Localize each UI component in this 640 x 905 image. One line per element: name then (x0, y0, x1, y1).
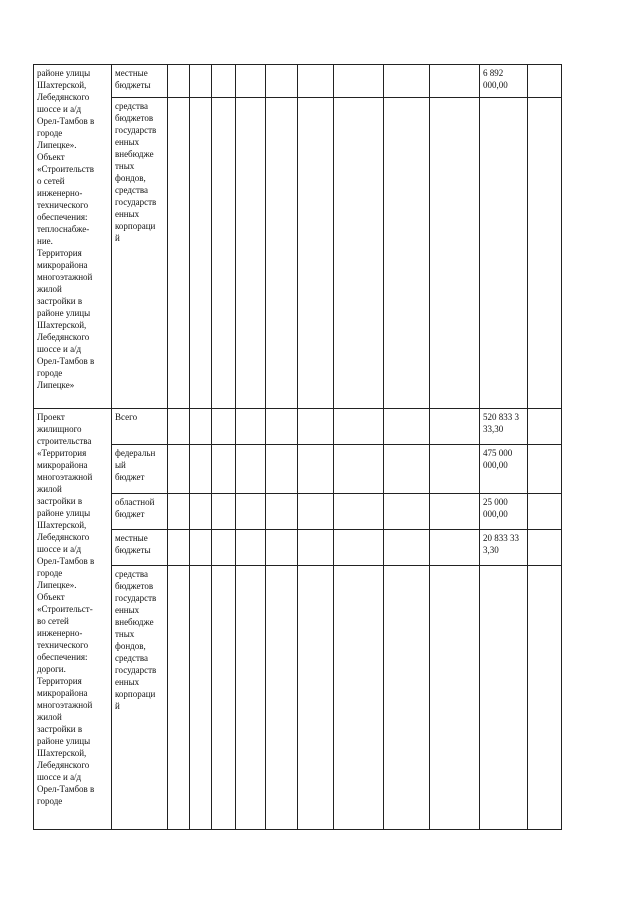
empty-cell (168, 98, 190, 409)
empty-cell (430, 409, 480, 445)
empty-cell (168, 65, 190, 98)
empty-cell (430, 530, 480, 566)
empty-cell (168, 530, 190, 566)
empty-cell (384, 409, 430, 445)
empty-cell (430, 445, 480, 494)
empty-cell (528, 98, 562, 409)
empty-cell (430, 65, 480, 98)
amount-cell: 520 833 3 33,30 (480, 409, 528, 445)
empty-cell (528, 409, 562, 445)
table-row (34, 566, 562, 830)
funding-source-cell: Всего (112, 409, 168, 445)
empty-cell (266, 494, 298, 530)
amount-cell: 25 000 000,00 (480, 494, 528, 530)
empty-cell (528, 445, 562, 494)
empty-cell (528, 566, 562, 830)
empty-cell (334, 98, 384, 409)
empty-cell (212, 65, 236, 98)
empty-cell (266, 530, 298, 566)
amount-cell: 475 000 000,00 (480, 445, 528, 494)
empty-cell (384, 445, 430, 494)
empty-cell (190, 494, 212, 530)
empty-cell (334, 530, 384, 566)
empty-cell (266, 445, 298, 494)
table-row (34, 65, 562, 98)
empty-cell (384, 494, 430, 530)
empty-cell (190, 98, 212, 409)
empty-cell (266, 65, 298, 98)
empty-cell (334, 566, 384, 830)
empty-cell (168, 566, 190, 830)
empty-cell (212, 494, 236, 530)
empty-cell (334, 65, 384, 98)
empty-cell (266, 566, 298, 830)
empty-cell (168, 409, 190, 445)
table-row (34, 494, 562, 530)
empty-cell (190, 445, 212, 494)
table-row (34, 445, 562, 494)
amount-cell (480, 566, 528, 830)
empty-cell (384, 530, 430, 566)
project-description-cell: Проект жилищного строительства «Территория микрорайона многоэтажной жилой застройки в районе улицы Шахтерской, Лебедянского шоссе и а/д Орел-Тамбов в городе Липецке». Объект «Строительст- во сетей инженерно- технического обеспечения: дороги. Территория микрорайона многоэтажной жилой застройки в районе улицы Шахтерской, Лебедянского шоссе и а/д Орел-Тамбов в городе (34, 409, 112, 830)
empty-cell (212, 445, 236, 494)
empty-cell (298, 494, 334, 530)
amount-cell: 20 833 33 3,30 (480, 530, 528, 566)
empty-cell (528, 494, 562, 530)
funding-source-cell: местные бюджеты (112, 65, 168, 98)
funding-source-cell: средства бюджетов государств енных внебюдже тных фондов, средства государств енных корпораци й (112, 98, 168, 409)
empty-cell (298, 65, 334, 98)
funding-source-cell: федеральн ый бюджет (112, 445, 168, 494)
empty-cell (236, 445, 266, 494)
empty-cell (384, 566, 430, 830)
budget-table (33, 64, 562, 830)
empty-cell (212, 566, 236, 830)
empty-cell (168, 445, 190, 494)
funding-source-cell: областной бюджет (112, 494, 168, 530)
empty-cell (334, 494, 384, 530)
empty-cell (236, 494, 266, 530)
empty-cell (298, 409, 334, 445)
table-row (34, 409, 562, 445)
empty-cell (430, 494, 480, 530)
empty-cell (430, 98, 480, 409)
empty-cell (528, 65, 562, 98)
empty-cell (528, 530, 562, 566)
amount-cell: 6 892 000,00 (480, 65, 528, 98)
empty-cell (236, 530, 266, 566)
empty-cell (190, 566, 212, 830)
table-row (34, 98, 562, 409)
empty-cell (298, 566, 334, 830)
amount-cell (480, 98, 528, 409)
empty-cell (236, 409, 266, 445)
empty-cell (168, 494, 190, 530)
empty-cell (298, 445, 334, 494)
empty-cell (266, 409, 298, 445)
empty-cell (212, 409, 236, 445)
table-row (34, 530, 562, 566)
empty-cell (236, 65, 266, 98)
empty-cell (212, 530, 236, 566)
empty-cell (384, 65, 430, 98)
empty-cell (236, 98, 266, 409)
funding-source-cell: средства бюджетов государств енных внебюдже тных фондов, средства государств енных корпораци й (112, 566, 168, 830)
project-description-cell: районе улицы Шахтерской, Лебедянского шоссе и а/д Орел-Тамбов в городе Липецке». Объект «Строительств о сетей инженерно- технического обеспечения: теплоснабже- ние. Территория микрорайона многоэтажной жилой застройки в районе улицы Шахтерской, Лебедянского шоссе и а/д Орел-Тамбов в городе Липецке» (34, 65, 112, 409)
empty-cell (190, 530, 212, 566)
empty-cell (236, 566, 266, 830)
empty-cell (334, 445, 384, 494)
empty-cell (384, 98, 430, 409)
empty-cell (212, 98, 236, 409)
empty-cell (190, 409, 212, 445)
empty-cell (190, 65, 212, 98)
funding-source-cell: местные бюджеты (112, 530, 168, 566)
empty-cell (430, 566, 480, 830)
empty-cell (298, 530, 334, 566)
empty-cell (266, 98, 298, 409)
empty-cell (334, 409, 384, 445)
empty-cell (298, 98, 334, 409)
